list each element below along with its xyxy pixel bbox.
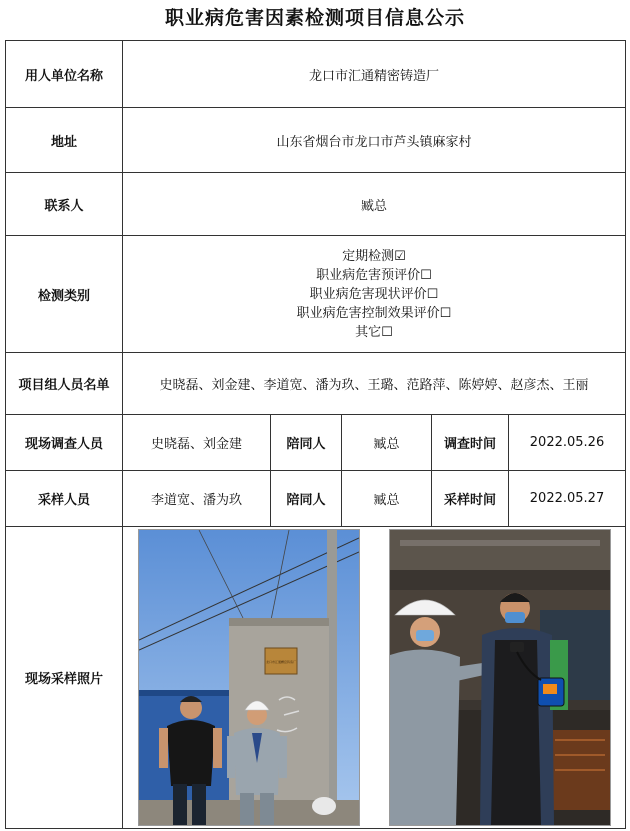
info-table <box>5 40 626 829</box>
sampling-time-label: 采样时间 <box>432 471 509 527</box>
page-title: 职业病危害因素检测项目信息公示 <box>164 7 465 29</box>
team-label: 项目组人员名单 <box>6 353 123 415</box>
contact-label: 联系人 <box>6 173 123 236</box>
row-category <box>6 236 626 353</box>
row-unit <box>6 41 626 108</box>
category-option-control-assessment: 职业病危害控制效果评价☐ <box>296 305 452 321</box>
row-contact <box>6 173 626 236</box>
sampling-label: 采样人员 <box>6 471 123 527</box>
row-address <box>6 108 626 173</box>
site-photo-outdoor <box>138 529 360 826</box>
wall-sign: 龙口市汇通精密铸造厂 <box>265 660 296 664</box>
address-label: 地址 <box>6 108 123 173</box>
category-option-periodic: 定期检测☑ <box>342 248 406 264</box>
survey-time-label: 调查时间 <box>432 415 509 471</box>
sampling-companion: 臧总 <box>342 471 432 527</box>
site-photo-indoor-image <box>390 530 610 825</box>
category-option-status-assessment: 职业病危害现状评价☐ <box>309 286 439 302</box>
unit-label: 用人单位名称 <box>6 41 123 108</box>
photos-cell <box>123 527 626 829</box>
row-survey <box>6 415 626 471</box>
team-value: 史晓磊、刘金建、李道宽、潘为玖、王璐、范路萍、陈婷婷、赵彦杰、王丽 <box>123 353 626 415</box>
category-label: 检测类别 <box>6 236 123 353</box>
unit-value: 龙口市汇通精密铸造厂 <box>123 41 626 108</box>
survey-time: 2022.05.26 <box>509 415 626 471</box>
address-value: 山东省烟台市龙口市芦头镇麻家村 <box>123 108 626 173</box>
row-sampling <box>6 471 626 527</box>
site-photo-outdoor-image <box>139 530 359 825</box>
survey-label: 现场调查人员 <box>6 415 123 471</box>
survey-value: 史晓磊、刘金建 <box>123 415 271 471</box>
sampling-value: 李道宽、潘为玖 <box>123 471 271 527</box>
site-photo-indoor <box>389 529 611 826</box>
survey-companion: 臧总 <box>342 415 432 471</box>
photos-label: 现场采样照片 <box>6 527 123 829</box>
sampling-companion-label: 陪同人 <box>271 471 342 527</box>
survey-companion-label: 陪同人 <box>271 415 342 471</box>
row-photos <box>6 527 626 829</box>
category-options <box>123 236 626 353</box>
contact-value: 臧总 <box>123 173 626 236</box>
row-team <box>6 353 626 415</box>
sampling-time: 2022.05.27 <box>509 471 626 527</box>
category-option-pre-assessment: 职业病危害预评价☐ <box>316 267 432 283</box>
category-option-other: 其它☐ <box>355 324 393 340</box>
